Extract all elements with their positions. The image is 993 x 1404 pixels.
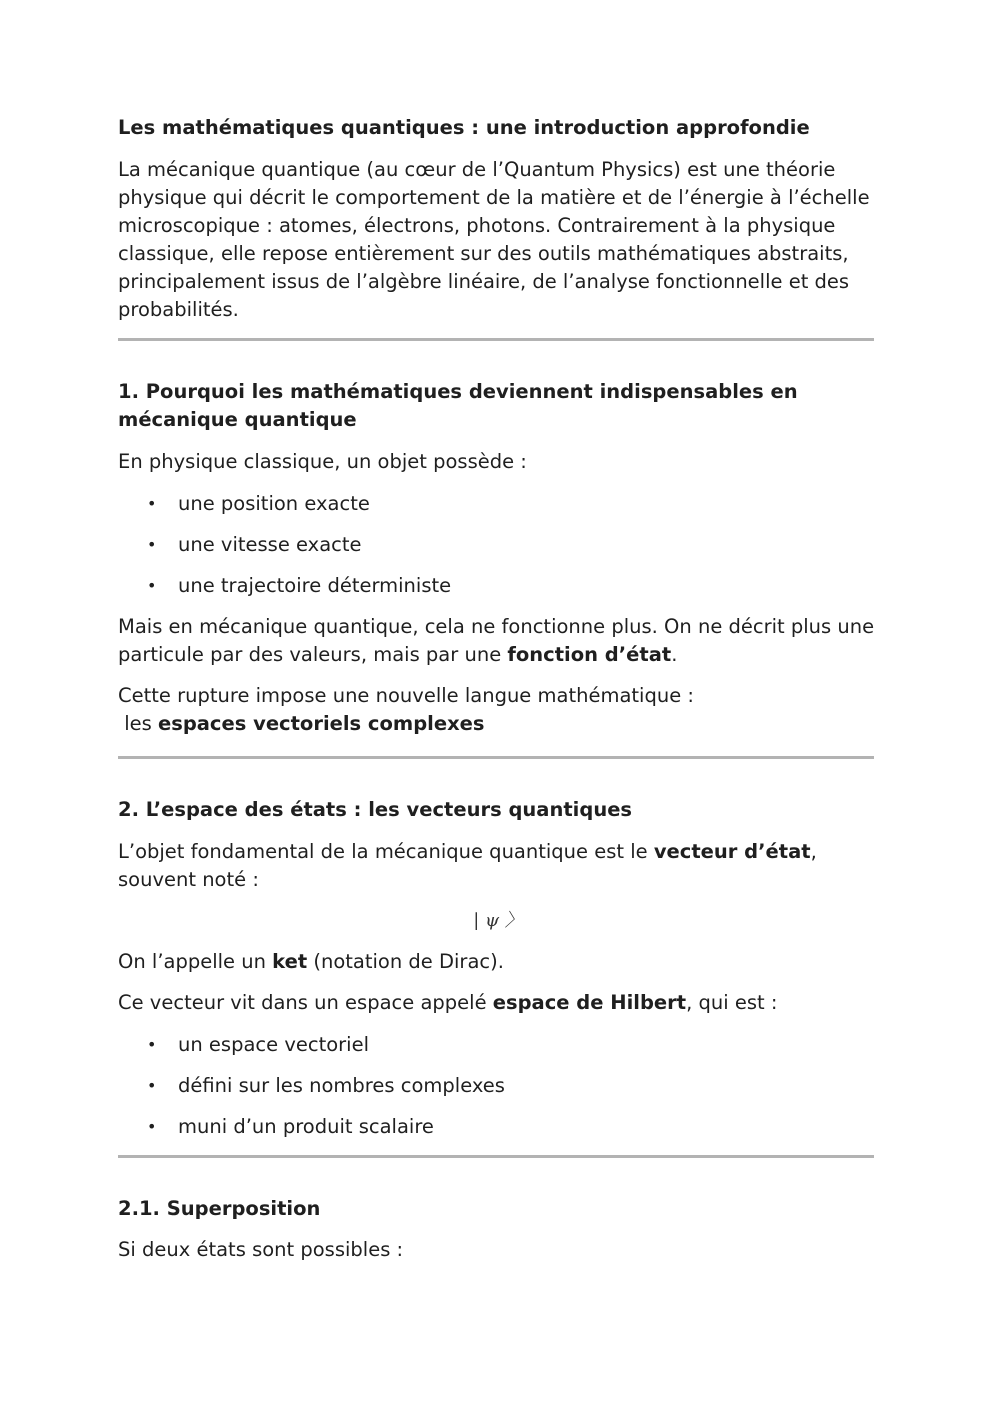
emphasis-term: vecteur d’état [653, 840, 811, 863]
ket-formula: | ψ 〉 [473, 910, 523, 931]
section-2-paragraph: L’objet fondamental de la mécanique quantique est le vecteur d’état, souvent noté : [118, 840, 817, 891]
section-2-bullet-list [118, 1031, 878, 1141]
bullet-icon: • [147, 535, 157, 554]
section-1-lead: En physique classique, un objet possède : [118, 450, 527, 473]
section-divider [118, 756, 874, 759]
emphasis-term: fonction d’état [507, 643, 672, 666]
list-item: • un espace vectoriel [118, 1031, 878, 1059]
list-item: • défini sur les nombres complexes [118, 1072, 878, 1100]
section-2-1-heading: 2.1. Superposition [118, 1197, 321, 1220]
section-2-1-lead: Si deux états sont possibles : [118, 1238, 404, 1261]
emphasis-term: ket [272, 950, 308, 973]
section-1-bullet-list [118, 490, 878, 600]
intro-paragraph: La mécanique quantique (au cœur de l’Quantum Physics) est une théorie physique qui décrit le comportement de la matière et de l’énergie à l’échelle microscopique : atomes, électrons, photons. Contrairement à la physique classique, elle repose entièrement sur des outils mathématiques abstraits, principalement issus de l’algèbre linéaire, de l’analyse fonctionnelle et des probabilités. [118, 158, 870, 321]
section-divider [118, 1155, 874, 1158]
section-2-ket-paragraph: On l’appelle un ket (notation de Dirac). [118, 950, 504, 973]
bullet-icon: • [147, 576, 157, 595]
bullet-icon: • [147, 494, 157, 513]
section-1-paragraph: Mais en mécanique quantique, cela ne fonctionne plus. On ne décrit plus une particule par des valeurs, mais par une fonction d’état. [118, 615, 875, 666]
bullet-icon: • [147, 1035, 157, 1054]
section-divider [118, 338, 874, 341]
section-1-conclusion: Cette rupture impose une nouvelle langue mathématique : les espaces vectoriels complexes [118, 684, 694, 735]
list-item: • une trajectoire déterministe [118, 572, 878, 600]
bullet-icon: • [147, 1117, 157, 1136]
emphasis-term: espace de Hilbert [492, 991, 687, 1014]
emphasis-term: espaces vectoriels complexes [157, 712, 485, 735]
list-item: • une position exacte [118, 490, 878, 518]
document-title: Les mathématiques quantiques : une introduction approfondie [118, 116, 810, 139]
document-page [118, 114, 878, 1264]
section-1-heading: 1. Pourquoi les mathématiques deviennent indispensables en mécanique quantique [118, 380, 798, 431]
list-item: • muni d’un produit scalaire [118, 1113, 878, 1141]
section-2-hilbert-paragraph: Ce vecteur vit dans un espace appelé espace de Hilbert, qui est : [118, 991, 778, 1014]
section-2-heading: 2. L’espace des états : les vecteurs quantiques [118, 798, 633, 821]
list-item: • une vitesse exacte [118, 531, 878, 559]
bullet-icon: • [147, 1076, 157, 1095]
